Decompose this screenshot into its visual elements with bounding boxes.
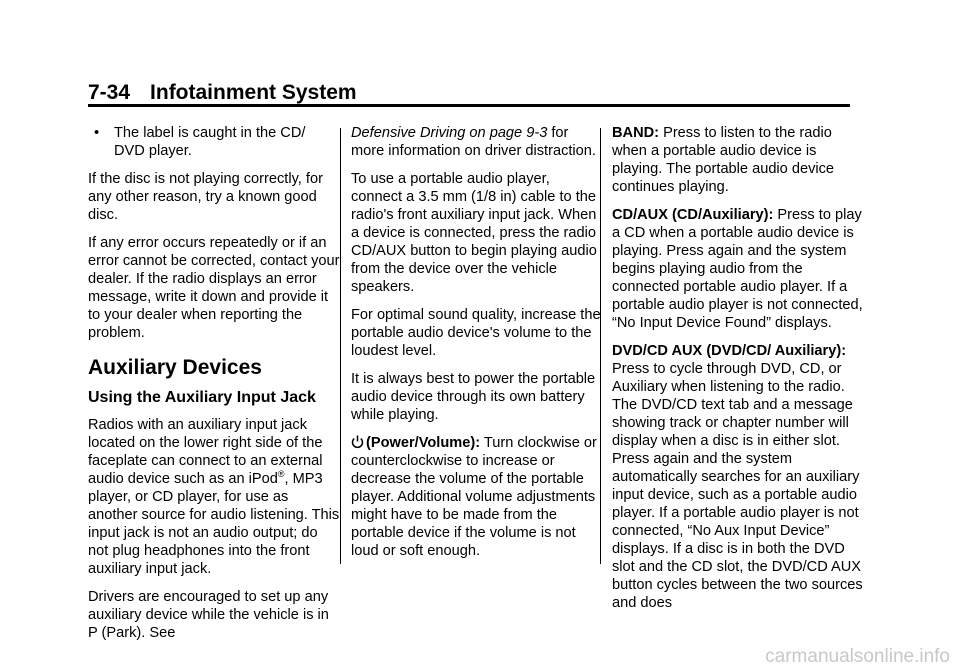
paragraph: It is always best to power the portable audio device through its own battery while playing.	[351, 371, 596, 423]
paragraph	[88, 416, 340, 578]
page-number: 7-34	[88, 81, 131, 104]
paragraph: Drivers are encouraged to set up any auxiliary device while the vehicle is in P (Park). See	[88, 589, 329, 641]
subsection-heading: Using the Auxiliary Input Jack	[88, 389, 316, 406]
paragraph	[351, 434, 603, 560]
control-label: BAND:	[612, 125, 660, 141]
paragraph-text: Press to play a CD when a portable audio device is playing. Press again and the system begins playing audio from the connected portable audio player. If a portable audio player is not connected, “No Input Device Found” displays.	[612, 207, 863, 331]
registered-mark: ®	[277, 469, 285, 480]
power-icon	[351, 435, 364, 449]
paragraph-text: , MP3 player, or CD player, for use as another source for audio listening. This input jack is not an audio output; do not plug headphones into the front auxiliary input jack.	[88, 471, 340, 577]
column-divider-1	[340, 128, 341, 564]
paragraph: If the disc is not playing correctly, for any other reason, try a known good disc.	[88, 171, 323, 223]
paragraph-text: Press to listen to the radio when a portable audio device is playing. The portable audio device continues playing.	[612, 125, 835, 195]
paragraph-text: Turn clockwise or counterclockwise to increase or decrease the volume of the portable player. Additional volume adjustments might have to be made from the portable device if the volume is not loud or soft enough.	[351, 435, 597, 559]
paragraph	[612, 206, 864, 332]
watermark: carmanualsonline.info	[765, 646, 950, 667]
column-3	[612, 124, 864, 622]
paragraph: To use a portable audio player, connect a 3.5 mm (1/8 in) cable to the radio's front auxiliary input jack. When a device is connected, press the radio CD/AUX button to begin playing audio from the device over the vehicle speakers.	[351, 171, 597, 295]
paragraph-text: for more information on driver distraction.	[351, 125, 596, 159]
page-header	[88, 80, 850, 106]
header-rule	[88, 104, 850, 107]
paragraph: For optimal sound quality, increase the portable audio device's volume to the loudest level.	[351, 307, 601, 359]
paragraph	[612, 124, 864, 196]
section-heading: Auxiliary Devices	[88, 356, 262, 379]
paragraph-text: Press to cycle through DVD, CD, or Auxiliary when listening to the radio. The DVD/CD text tab and a message showing track or chapter number will display when a disc is in either slot. Press again and the system automatically searches for an auxiliary input device, such as a portable audio player. If a portable audio player is not connected, “No Aux Input Device” displays. If a disc is in both the DVD slot and the CD slot, the DVD/CD AUX button cycles between the two sources and does	[612, 361, 863, 611]
control-label: CD/AUX (CD/Auxiliary):	[612, 207, 774, 223]
paragraph: If any error occurs repeatedly or if an error cannot be corrected, contact your dealer. If the radio displays an error message, write it down and provide it to your dealer when reporting the problem.	[88, 235, 340, 341]
bullet-item	[88, 124, 340, 160]
paragraph	[612, 342, 864, 612]
paragraph-text: Radios with an auxiliary input jack located on the lower right side of the faceplate can connect to an external audio device such as an iPod	[88, 417, 323, 487]
cross-reference-link[interactable]: Defensive Driving on page 9-3	[351, 125, 548, 141]
control-label: (Power/Volume):	[366, 435, 481, 451]
paragraph	[351, 124, 603, 160]
control-label: DVD/CD AUX (DVD/CD/ Auxiliary):	[612, 343, 847, 359]
section-title: Infotainment System	[150, 81, 357, 104]
bullet-text: The label is caught in the CD/ DVD player.	[114, 125, 306, 159]
column-2	[351, 124, 603, 570]
bullet-icon: •	[94, 125, 100, 141]
column-1	[88, 124, 340, 652]
